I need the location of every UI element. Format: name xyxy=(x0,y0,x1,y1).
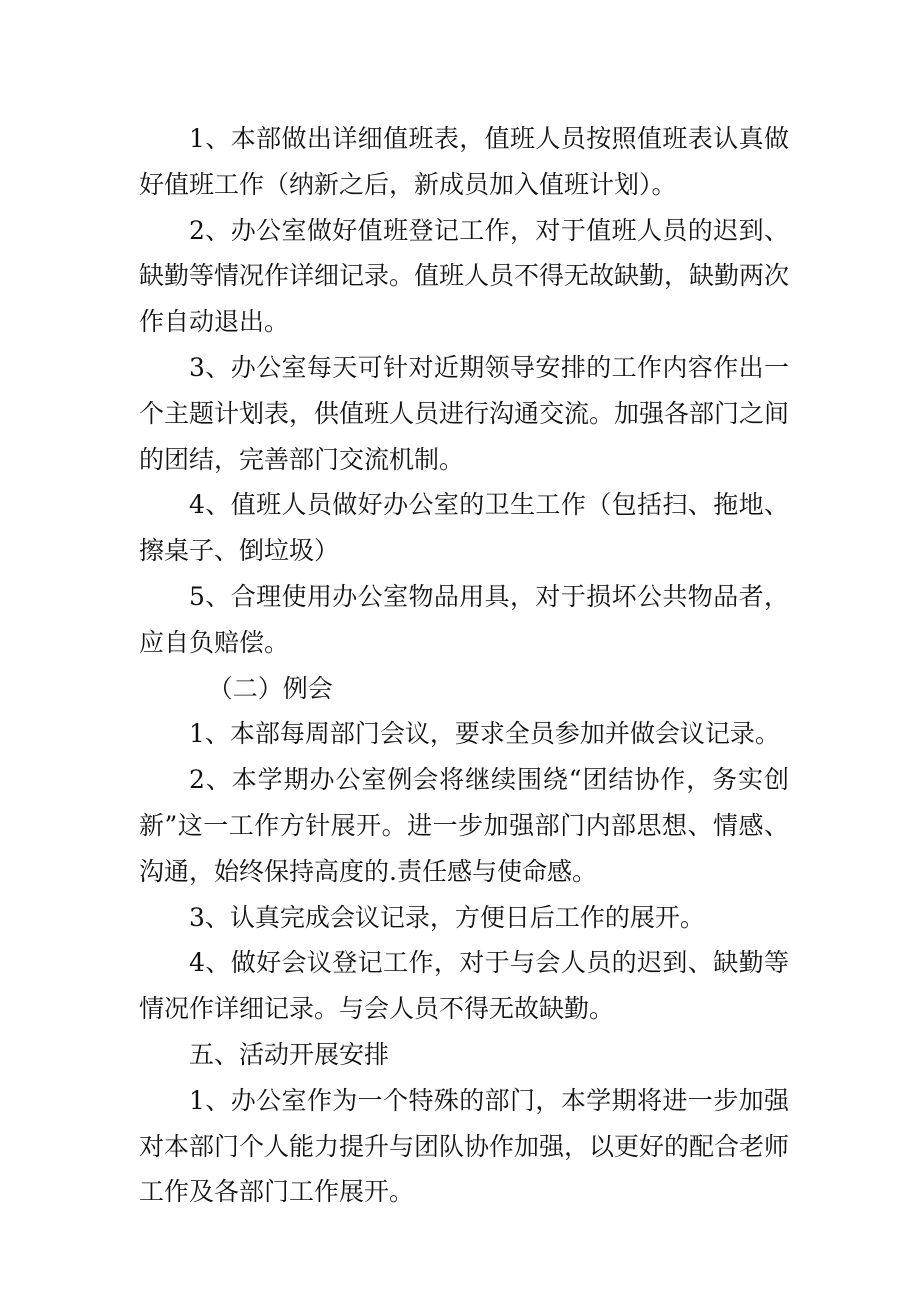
document-body xyxy=(139,116,789,1215)
meeting-item-3: 3、认真完成会议记录，方便日后工作的展开。 xyxy=(189,902,705,932)
section-heading-activities: 五、活动开展安排 xyxy=(189,1039,390,1069)
duty-item-4: 4、值班人员做好办公室的卫生工作（包括扫、拖地、擦桌子、倒垃圾） xyxy=(139,490,789,566)
meeting-item-2: 2、本学期办公室例会将继续围绕“团结协作，务实创新”这一工作方针展开。进一步加强部门内部思想、情感、沟通，始终保持高度的.责任感与使命感。 xyxy=(139,765,789,886)
duty-item-5: 5、合理使用办公室物品用具，对于损坏公共物品者，应自负赔偿。 xyxy=(139,581,789,657)
section-heading-meeting: （二）例会 xyxy=(207,673,333,703)
duty-item-1: 1、本部做出详细值班表，值班人员按照值班表认真做好值班工作（纳新之后，新成员加入值班计划）。 xyxy=(139,124,789,199)
duty-item-3: 3、办公室每天可针对近期领导安排的工作内容作出一个主题计划表，供值班人员进行沟通交流。加强各部门之间的团结，完善部门交流机制。 xyxy=(139,352,790,474)
activities-item-1: 1、办公室作为一个特殊的部门，本学期将进一步加强对本部门个人能力提升与团队协作加强，以更好的配合老师工作及各部门工作展开。 xyxy=(139,1085,790,1207)
meeting-item-4: 4、做好会议登记工作，对于与会人员的迟到、缺勤等情况作详细记录。与会人员不得无故缺勤。 xyxy=(139,948,789,1024)
duty-item-2: 2、办公室做好值班登记工作，对于值班人员的迟到、缺勤等情况作详细记录。值班人员不得无故缺勤，缺勤两次作自动退出。 xyxy=(139,215,790,337)
meeting-item-1: 1、本部每周部门会议，要求全员参加并做会议记录。 xyxy=(189,719,780,749)
